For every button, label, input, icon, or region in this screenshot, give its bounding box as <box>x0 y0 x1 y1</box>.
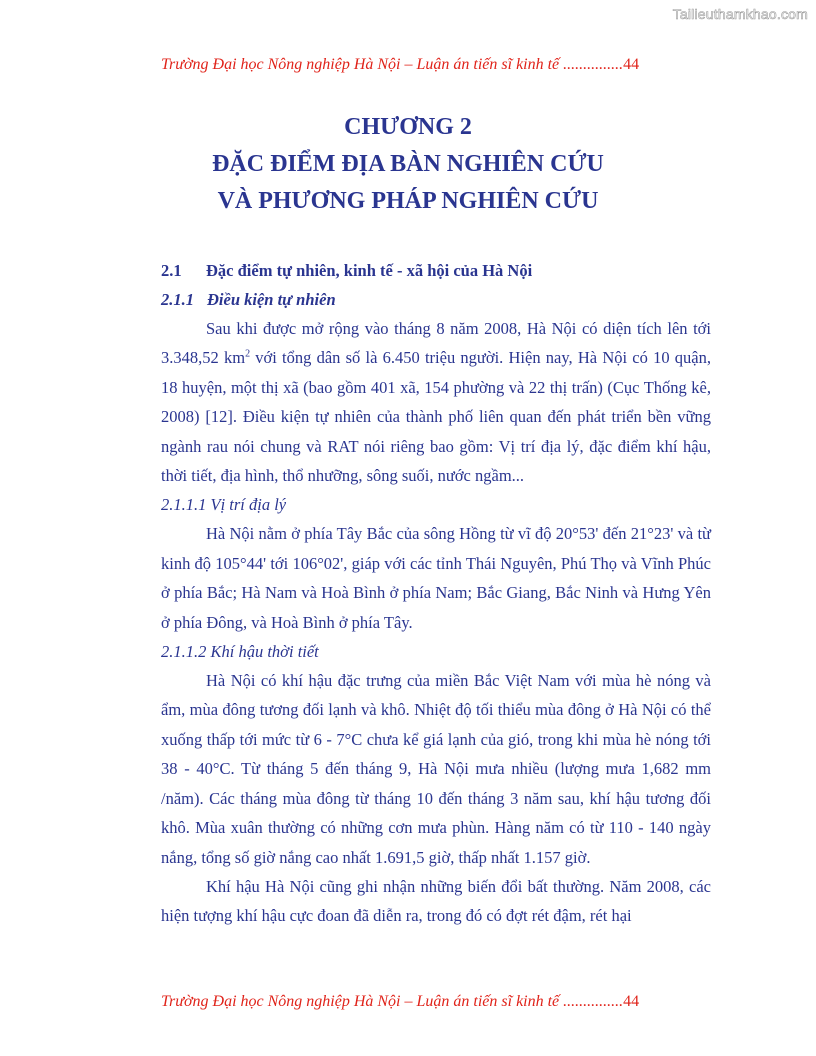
page-footer <box>161 993 691 1011</box>
watermark: Tailieuthamkhao.com <box>672 6 808 22</box>
paragraph-climate-anomalies: Khí hậu Hà Nội cũng ghi nhận những biến đổi bất thường. Năm 2008, các hiện tượng khí hậu cực đoan đã diễn ra, trong đó có đợt rét đậm, rét hại <box>161 876 711 926</box>
chapter-title <box>0 109 816 220</box>
section-heading-2-1 <box>161 256 711 285</box>
subsubsection-heading-location: 2.1.1.1 Vị trí địa lý <box>161 495 287 515</box>
superscript: 2 <box>245 348 251 360</box>
section-number: 2.1 <box>161 261 182 280</box>
footer-text: Trường Đại học Nông nghiệp Hà Nội – Luận án tiến sĩ kinh tế ............... <box>161 993 624 1010</box>
subsection-number: 2.1.1 <box>161 290 194 309</box>
footer-page-number: 44 <box>623 993 640 1010</box>
paragraph-location: Hà Nội nằm ở phía Tây Bắc của sông Hồng từ vĩ độ 20°53' đến 21°23' và từ kinh độ 105°44' tới 106°02', giáp với các tỉnh Thái Nguyên, Phú Thọ và Vĩnh Phúc ở phía Bắc; Hà Nam và Hoà Bình ở phía Nam; Bắc Giang, Bắc Ninh và Hưng Yên ở phía Đông, và Hoà Bình ở phía Tây. <box>161 524 711 632</box>
chapter-number: CHƯƠNG 2 <box>344 114 472 140</box>
section-title: Đặc điểm tự nhiên, kinh tế - xã hội của Hà Nội <box>206 261 533 280</box>
subsubsection-heading-climate: 2.1.1.2 Khí hậu thời tiết <box>161 642 319 662</box>
header-text: Trường Đại học Nông nghiệp Hà Nội – Luận án tiến sĩ kinh tế ............... <box>161 56 624 73</box>
paragraph-text: với tổng dân số là 6.450 triệu người. Hiện nay, Hà Nội có 10 quận, 18 huyện, một thị xã (bao gồm 401 xã, 154 phường và 22 thị trấn) (Cục Thống kê, 2008) [12]. Điều kiện tự nhiên của thành phố liên quan đến phát triển bền vững ngành rau nói chung và RAT nói riêng bao gồm: Vị trí địa lý, đặc điểm khí hậu, thời tiết, địa hình, thổ nhưỡng, sông suối, nước ngầm... <box>161 348 712 486</box>
subsection-title: Điều kiện tự nhiên <box>207 290 336 309</box>
subsection-heading-2-1-1 <box>161 285 711 314</box>
page-header <box>161 56 691 74</box>
chapter-title-line-2: VÀ PHƯƠNG PHÁP NGHIÊN CỨU <box>217 188 599 214</box>
paragraph-climate: Hà Nội có khí hậu đặc trưng của miền Bắc Việt Nam với mùa hè nóng và ẩm, mùa đông tương đối lạnh và khô. Nhiệt độ tối thiểu mùa đông ở Hà Nội có thể xuống thấp tới mức từ 6 - 7°C chưa kể giá lạnh của gió, trong khi mùa hè nóng tới 38 - 40°C. Từ tháng 5 đến tháng 9, Hà Nội mưa nhiều (lượng mưa 1,682 mm /năm). Các tháng mùa đông từ tháng 10 đến tháng 3 năm sau, khí hậu tương đối khô. Mùa xuân thường có những cơn mưa phùn. Hàng năm có từ 110 - 140 ngày nắng, tổng số giờ nắng cao nhất 1.691,5 giờ, thấp nhất 1.157 giờ. <box>161 671 711 867</box>
paragraph-text: Sau khi được mở rộng vào tháng 8 năm 2008, Hà Nội có diện tích lên tới 3.348,52 km <box>161 319 711 368</box>
document-body <box>161 256 711 931</box>
paragraph-natural-conditions <box>161 314 711 490</box>
header-page-number: 44 <box>623 56 640 73</box>
chapter-title-line-1: ĐẶC ĐIỂM ĐỊA BÀN NGHIÊN CỨU <box>212 151 604 177</box>
